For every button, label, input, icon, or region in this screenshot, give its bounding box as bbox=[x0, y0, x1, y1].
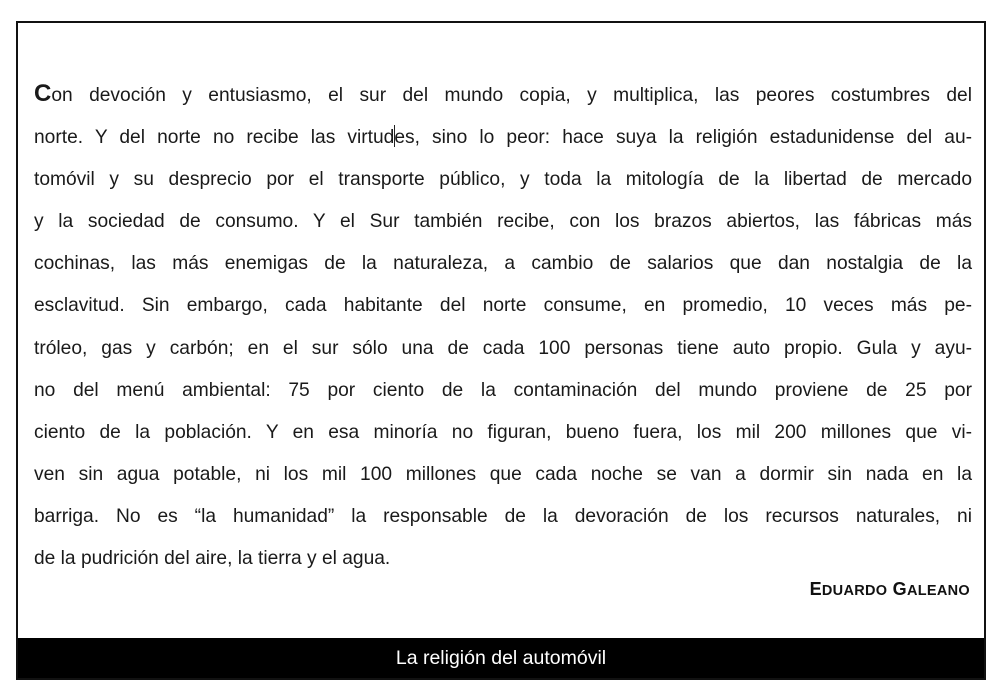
title-banner bbox=[18, 638, 984, 678]
quote-line-1-text: on devoción y entusiasmo, el sur del mundo copia, y multiplica, las peores costumbres del bbox=[51, 85, 972, 106]
drop-cap: C bbox=[34, 80, 52, 107]
author-last-initial: G bbox=[892, 579, 907, 599]
quote-line-6: esclavitud. Sin embargo, cada habitante del norte consume, en promedio, 10 veces más pe- bbox=[34, 295, 972, 317]
quote-line-12: de la pudrición del aire, la tierra y el agua. bbox=[34, 548, 391, 570]
quote-body bbox=[34, 73, 972, 580]
author-first-initial: E bbox=[809, 579, 822, 599]
quote-line-9: ciento de la población. Y en esa minoría no figuran, bueno fuera, los mil 200 millones que vi- bbox=[34, 421, 972, 443]
quote-line-7: tróleo, gas y carbón; en el sur sólo una de cada 100 personas tiene auto propio. Gula y ayu- bbox=[34, 337, 972, 359]
quote-line-2 bbox=[34, 117, 972, 159]
quote-line-8: no del menú ambiental: 75 por ciento de la contaminación del mundo proviene de 25 por bbox=[34, 379, 972, 401]
quote-line-2-after-caret: es, sino lo peor: hace suya la religión estadunidense del au- bbox=[394, 127, 973, 149]
author-name bbox=[810, 579, 970, 600]
quote-line-5: cochinas, las más enemigas de la naturaleza, a cambio de salarios que dan nostalgia de la bbox=[34, 253, 972, 275]
document-frame bbox=[16, 21, 986, 680]
author-first-rest: DUARDO bbox=[821, 583, 888, 599]
quote-line-2-before-caret: norte. Y del norte no recibe las virtud bbox=[34, 127, 395, 149]
quote-line-1 bbox=[34, 73, 972, 117]
quote-line-3: tomóvil y su desprecio por el transporte público, y toda la mitología de la libertad de mercado bbox=[34, 169, 972, 191]
quote-line-11: barriga. No es “la humanidad” la responsable de la devoración de los recursos naturales, ni bbox=[34, 505, 972, 527]
quote-line-10: ven sin agua potable, ni los mil 100 millones que cada noche se van a dormir sin nada en la bbox=[34, 463, 972, 485]
author-last-rest: ALEANO bbox=[906, 583, 970, 599]
quote-line-4: y la sociedad de consumo. Y el Sur también recibe, con los brazos abiertos, las fábricas más bbox=[34, 211, 972, 233]
article-title: La religión del automóvil bbox=[395, 647, 607, 669]
